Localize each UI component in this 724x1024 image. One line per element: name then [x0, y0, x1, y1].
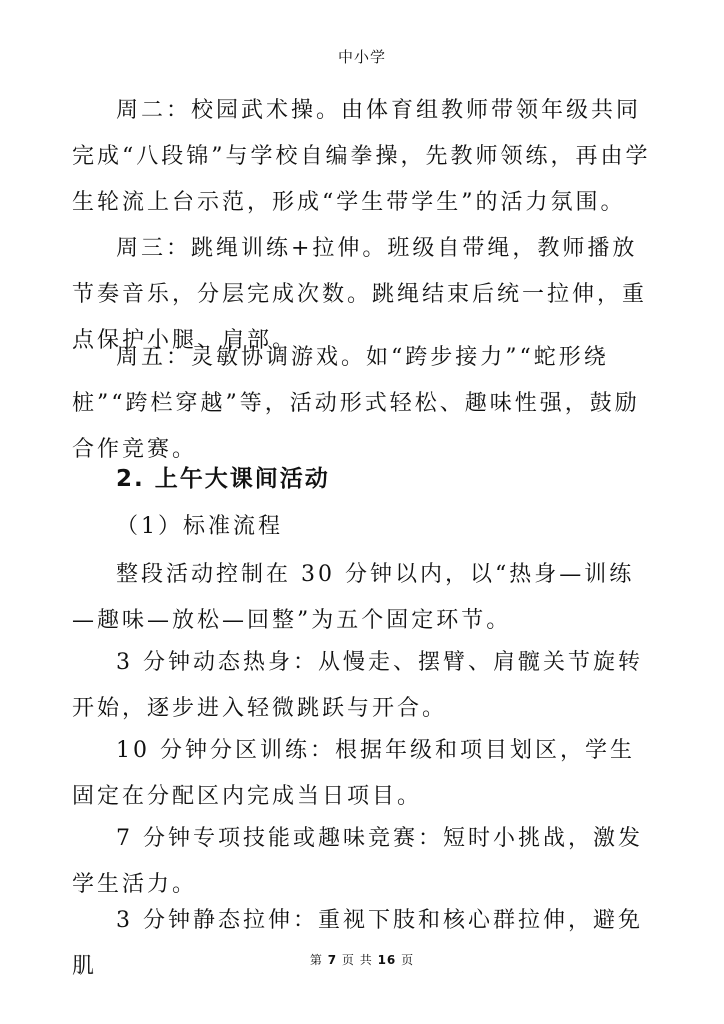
page-header: 中小学 [337, 48, 386, 66]
section-subheading: （1）标准流程 [116, 514, 283, 539]
footer-middle: 页 共 [341, 953, 373, 967]
footer-total-pages: 16 [377, 953, 397, 967]
section-heading: 2. 上午大课间活动 [116, 466, 330, 492]
footer-suffix: 页 [401, 953, 415, 967]
paragraph-warmup: 3 分钟动态热身：从慢走、摆臂、肩髋关节旋转开始，逐步进入轻微跳跃与开合。 [72, 650, 643, 721]
paragraph-training: 10 分钟分区训练：根据年级和项目划区，学生固定在分配区内完成当日项目。 [72, 738, 635, 809]
paragraph-wednesday: 周三：跳绳训练+拉伸。班级自带绳，教师播放节奏音乐，分层完成次数。跳绳结束后统一拉伸，重点保护小腿、肩部。 [72, 236, 648, 353]
footer-page-number: 7 [327, 953, 338, 967]
paragraph-stretch: 3 分钟静态拉伸：重视下肢和核心群拉伸，避免肌 [72, 908, 643, 979]
page-footer [0, 951, 724, 968]
paragraph-competition: 7 分钟专项技能或趣味竞赛：短时小挑战，激发学生活力。 [72, 826, 643, 897]
paragraph-friday: 周五：灵敏协调游戏。如“跨步接力”“蛇形绕桩”“跨栏穿越”等，活动形式轻松、趣味性强，鼓励合作竞赛。 [72, 345, 640, 462]
paragraph-overview: 整段活动控制在 30 分钟以内，以“热身—训练—趣味—放松—回整”为五个固定环节。 [72, 562, 635, 633]
paragraph-tuesday: 周二：校园武术操。由体育组教师带领年级共同完成“八段锦”与学校自编拳操，先教师领练，再由学生轮流上台示范，形成“学生带学生”的活力氛围。 [72, 98, 651, 215]
footer-prefix: 第 [309, 953, 323, 967]
